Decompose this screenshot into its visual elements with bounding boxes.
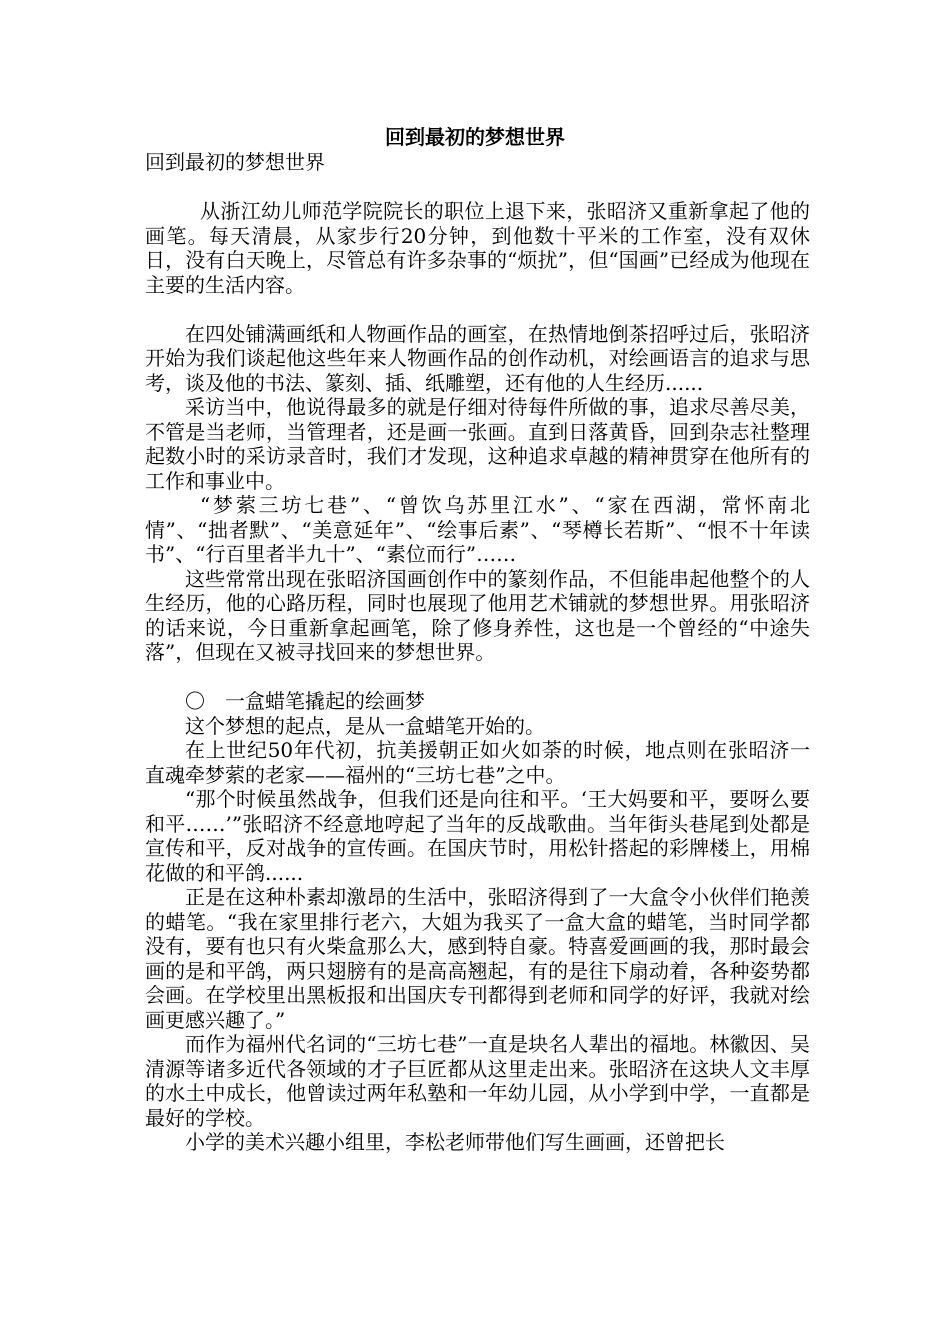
paragraph: 在四处铺满画纸和人物画作品的画室，在热情地倒茶招呼过后，张昭济开始为我们谈起他这些年来人物画作品的创作动机，对绘画语言的追求与思考，谈及他的书法、篆刻、插、纸雕塑，还有他的人生经历......: [145, 321, 810, 395]
paragraph: 小学的美术兴趣小组里，李松老师带他们写生画画，还曾把长: [185, 1130, 725, 1154]
paragraph: 正是在这种朴素却激昂的生活中，张昭济得到了一大盒令小伙伴们艳羡的蜡笔。“我在家里排行老六，大姐为我买了一盒大盒的蜡笔，当时同学都没有，要有也只有火柴盒那么大，感到特自豪。特喜爱画画的我，那时最会画的是和平鸽，两只翅膀有的是高高翘起，有的是往下扇动着，各种姿势都会画。在学校里出黑板报和出国庆专刊都得到老师和同学的好评，我就对绘画更感兴趣了。”: [145, 885, 810, 1032]
paragraph: “梦萦三坊七巷”、“曾饮乌苏里江水”、“家在西湖，常怀南北情”、“拙者默”、“美意延年”、“绘事后素”、“琴樽长若斯”、“恨不十年读书”、“行百里者半九十”、“素位而行”……: [145, 493, 810, 566]
document-body: [145, 150, 810, 1155]
paragraph-spacer: [145, 175, 810, 200]
paragraph-spacer: [145, 665, 810, 690]
paragraph: “那个时候虽然战争，但我们还是向往和平。‘王大妈要和平，要呀么要和平……’”张昭济不经意地哼起了当年的反战歌曲。当年街头巷尾到处都是宣传和平，反对战争的宣传画。在国庆节时，用松针搭起的彩牌楼上，用棉花做的和平鸽......: [145, 787, 810, 885]
document-title: 回到最初的梦想世界: [385, 125, 565, 149]
paragraph-spacer: [145, 297, 810, 322]
paragraph: 在上世纪50年代初，抗美援朝正如火如荼的时候，地点则在张昭济一直魂牵梦萦的老家——福州的“三坊七巷”之中。: [145, 738, 810, 787]
paragraph: 从浙江幼儿师范学院院长的职位上退下来，张昭济又重新拿起了他的画笔。每天清晨，从家步行20分钟，到他数十平米的工作室，没有双休日，没有白天晚上，尽管总有许多杂事的“烦扰”，但“国画”已经成为他现在主要的生活内容。: [145, 199, 810, 297]
section-heading: 〇 一盒蜡笔撬起的绘画梦: [185, 689, 425, 713]
paragraph: 这些常常出现在张昭济国画创作中的篆刻作品，不但能串起他整个的人生经历，他的心路历程，同时也展现了他用艺术铺就的梦想世界。用张昭济的话来说，今日重新拿起画笔，除了修身养性，这也是一个曾经的“中途失落”，但现在又被寻找回来的梦想世界。: [145, 566, 810, 664]
document-subtitle: 回到最初的梦想世界: [145, 150, 325, 174]
paragraph: 这个梦想的起点，是从一盒蜡笔开始的。: [185, 713, 545, 738]
paragraph: 采访当中，他说得最多的就是仔细对待每件所做的事，追求尽善尽美，不管是当老师，当管理者，还是画一张画。直到日落黄昏，回到杂志社整理起数小时的采访录音时，我们才发现，这种追求卓越的精神贯穿在他所有的工作和事业中。: [145, 395, 810, 493]
paragraph: 而作为福州代名词的“三坊七巷”一直是块名人辈出的福地。林徽因、吴清源等诸多近代各领域的才子巨匠都从这里走出来。张昭济在这块人文丰厚的水土中成长，他曾读过两年私塾和一年幼儿园，从小学到中学，一直都是最好的学校。: [145, 1032, 810, 1130]
